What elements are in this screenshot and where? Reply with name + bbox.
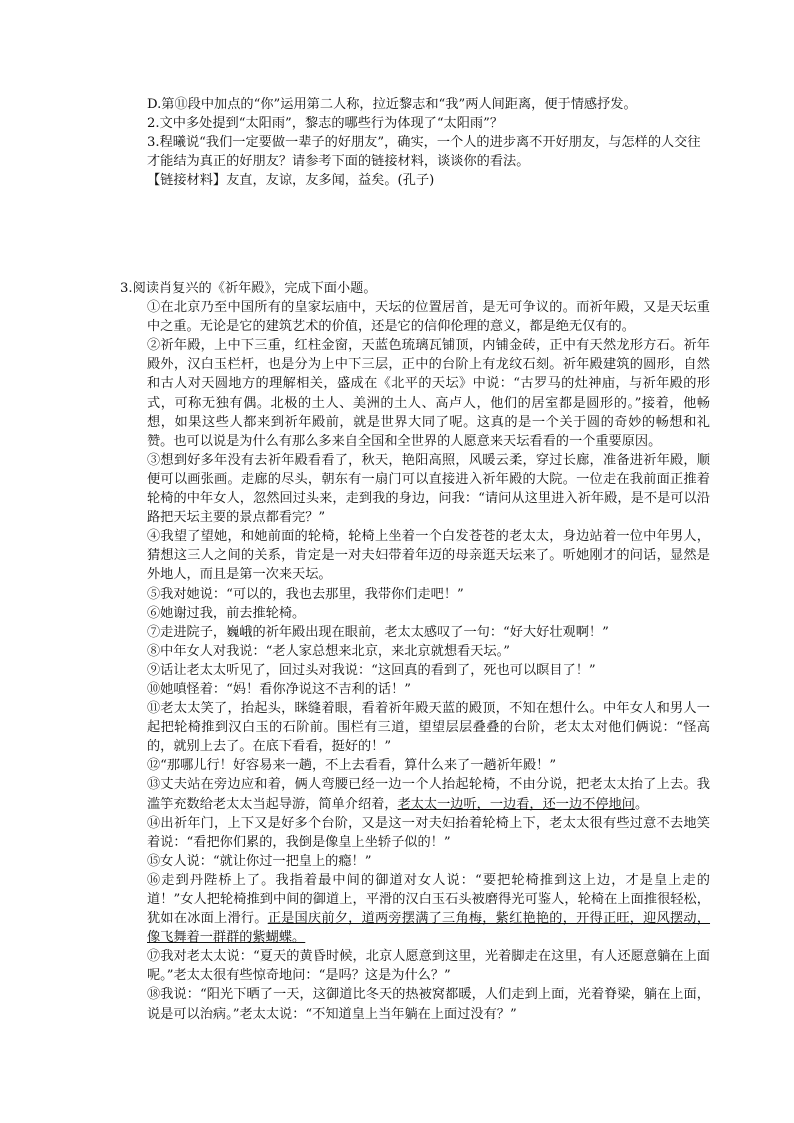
paragraph-6: ⑥她谢过我，前去推轮椅。 — [147, 605, 306, 621]
linked-material: 【链接材料】友直，友谅，友多闻，益矣。(孔子) — [147, 173, 435, 189]
paragraph-17: ⑰我对老太太说：“夏天的黄昏时候，北京人愿意到这里，光着脚走在这里，有人还愿意躺在上面呢。”老太太很有些惊奇地问：“是吗？这是为什么？” — [147, 949, 710, 984]
paragraph-10: ⑩她嗔怪着：“妈！看你净说这不吉利的话！” — [147, 681, 412, 697]
paragraph-5: ⑤我对她说：“可以的，我也去那里，我带你们走吧！” — [147, 586, 464, 602]
question-2: 2.文中多处提到“太阳雨”，黎志的哪些行为体现了“太阳雨”？ — [147, 116, 504, 132]
paragraph-14: ⑭出祈年门，上下又是好多个台阶，又是这一对夫妇抬着轮椅上下，老太太很有些过意不去地笑着说：“看把你们累的，我倒是像皇上坐轿子似的！” — [147, 815, 710, 850]
paragraph-12: ⑫“那哪儿行！好容易来一趟，不上去看看，算什么来了一趟祈年殿！” — [147, 758, 557, 774]
paragraph-1: ①在北京乃至中国所有的皇家坛庙中，天坛的位置居首，是无可争议的。而祈年殿，又是天坛重中之重。无论是它的建筑艺术的价值，还是它的信仰伦理的意义，都是绝无仅有的。 — [147, 300, 710, 335]
underlined-sentence-13: 老太太一边听，一边看，还一边不停地问 — [397, 796, 635, 812]
question-title: 3.阅读肖复兴的《祈年殿》，完成下面小题。 — [120, 281, 377, 296]
paragraph-16-text: ⑯走到丹陛桥上了。我指着最中间的御道对女人说：“要把轮椅推到这上边，才是皇上走的道！”女人把轮椅推到中间的御道上，平滑的汉白玉石头被磨得光可鉴人，轮椅在上面推很轻松，犹如在冰面上滑行。 — [147, 872, 710, 927]
paragraph-7: ⑦走进院子，巍峨的祈年殿出现在眼前，老太太感叹了一句：“好大好壮观啊！” — [147, 624, 609, 640]
paragraph-8: ⑧中年女人对我说：“老人家总想来北京，来北京就想看天坛。” — [147, 643, 510, 659]
paragraph-18: ⑱我说：“阳光下晒了一天，这御道比冬天的热被窝都暖，人们走到上面，光着脊梁，躺在上面，说是可以治病。”老太太说：“不知道皇上当年躺在上面过没有？” — [147, 987, 710, 1022]
option-d: D.第⑪段中加点的“你”运用第二人称，拉近黎志和“我”两人间距离，便于情感抒发。 — [147, 97, 637, 112]
paragraph-4: ④我望了望她，和她前面的轮椅，轮椅上坐着一个白发苍苍的老太太，身边站着一位中年男人，猜想这三人之间的关系，肯定是一对夫妇带着年迈的母亲逛天坛来了。听她刚才的问话，显然是外地人，而且是第一次来天坛。 — [147, 529, 710, 583]
paragraph-13 — [147, 775, 710, 813]
paragraph-2: ②祈年殿，上中下三重，红柱金窗，天蓝色琉璃瓦铺顶，内铺金砖，正中有天然龙形方石。祈年殿外，汉白玉栏杆，也是分为上中下三层，正中的台阶上有龙纹石刻。祈年殿建筑的圆形，自然和古人对天圆地方的理解相关，盛成在《北平的天坛》中说：“古罗马的灶神庙，与祈年殿的形式，可称无独有偶。北极的土人、美洲的土人、高卢人，他们的居室都是圆形的。”接着，他畅想，如果这些人都来到祈年殿前，就是世界大同了呢。这真的是一个关于圆的奇妙的畅想和礼赞。也可以说是为什么有那么多来自全国和全世界的人愿意来天坛看看的一个重要原因。 — [147, 338, 710, 449]
paragraph-13-end: 。 — [634, 796, 649, 812]
paragraph-13-text: ⑬丈夫站在旁边应和着，俩人弯腰已经一边一个人抬起轮椅，不由分说，把老太太抬了上去。我滥竽充数给老太太当起导游，简单介绍着， — [147, 777, 710, 812]
passage-body — [147, 298, 710, 1024]
reading-question-3 — [120, 279, 710, 1024]
paragraph-3: ③想到好多年没有去祈年殿看看了，秋天，艳阳高照，风暖云柔，穿过长廊，准备进祈年殿，顺便可以画张画。走廊的尽头，朝东有一扇门可以直接进入祈年殿的大院。一位走在我前面正推着轮椅的中年女人，忽然回过头来，走到我的身边，问我：“请问从这里进入祈年殿，是不是可以沿路把天坛主要的景点都看完？” — [147, 452, 710, 526]
previous-questions — [147, 95, 707, 190]
paragraph-9: ⑨话让老太太听见了，回过头对我说：“这回真的看到了，死也可以瞑目了！” — [147, 662, 596, 678]
paragraph-16 — [147, 871, 710, 947]
underlined-sentence-16: 正是国庆前夕，道两旁摆满了三角梅，紫红艳艳的，开得正旺，迎风摆动，像飞舞着一群群的紫蝴蝶。 — [147, 911, 711, 946]
paragraph-15: ⑮女人说：“就让你过一把皇上的瘾！” — [147, 853, 372, 869]
paragraph-11: ⑪老太太笑了，抬起头，眯缝着眼，看着祈年殿天蓝的殿顶，不知在想什么。中年女人和男人一起把轮椅推到汉白玉的石阶前。围栏有三道，望望层层叠叠的台阶，老太太对他们俩说：“怪高的，就别上去了。在底下看看，挺好的！” — [147, 701, 710, 755]
question-3-opinion: 3.程曦说“我们一定要做一辈子的好朋友”，确实，一个人的进步离不开好朋友，与怎样的人交往才能结为真正的好朋友？请参考下面的链接材料，谈谈你的看法。 — [147, 135, 701, 170]
